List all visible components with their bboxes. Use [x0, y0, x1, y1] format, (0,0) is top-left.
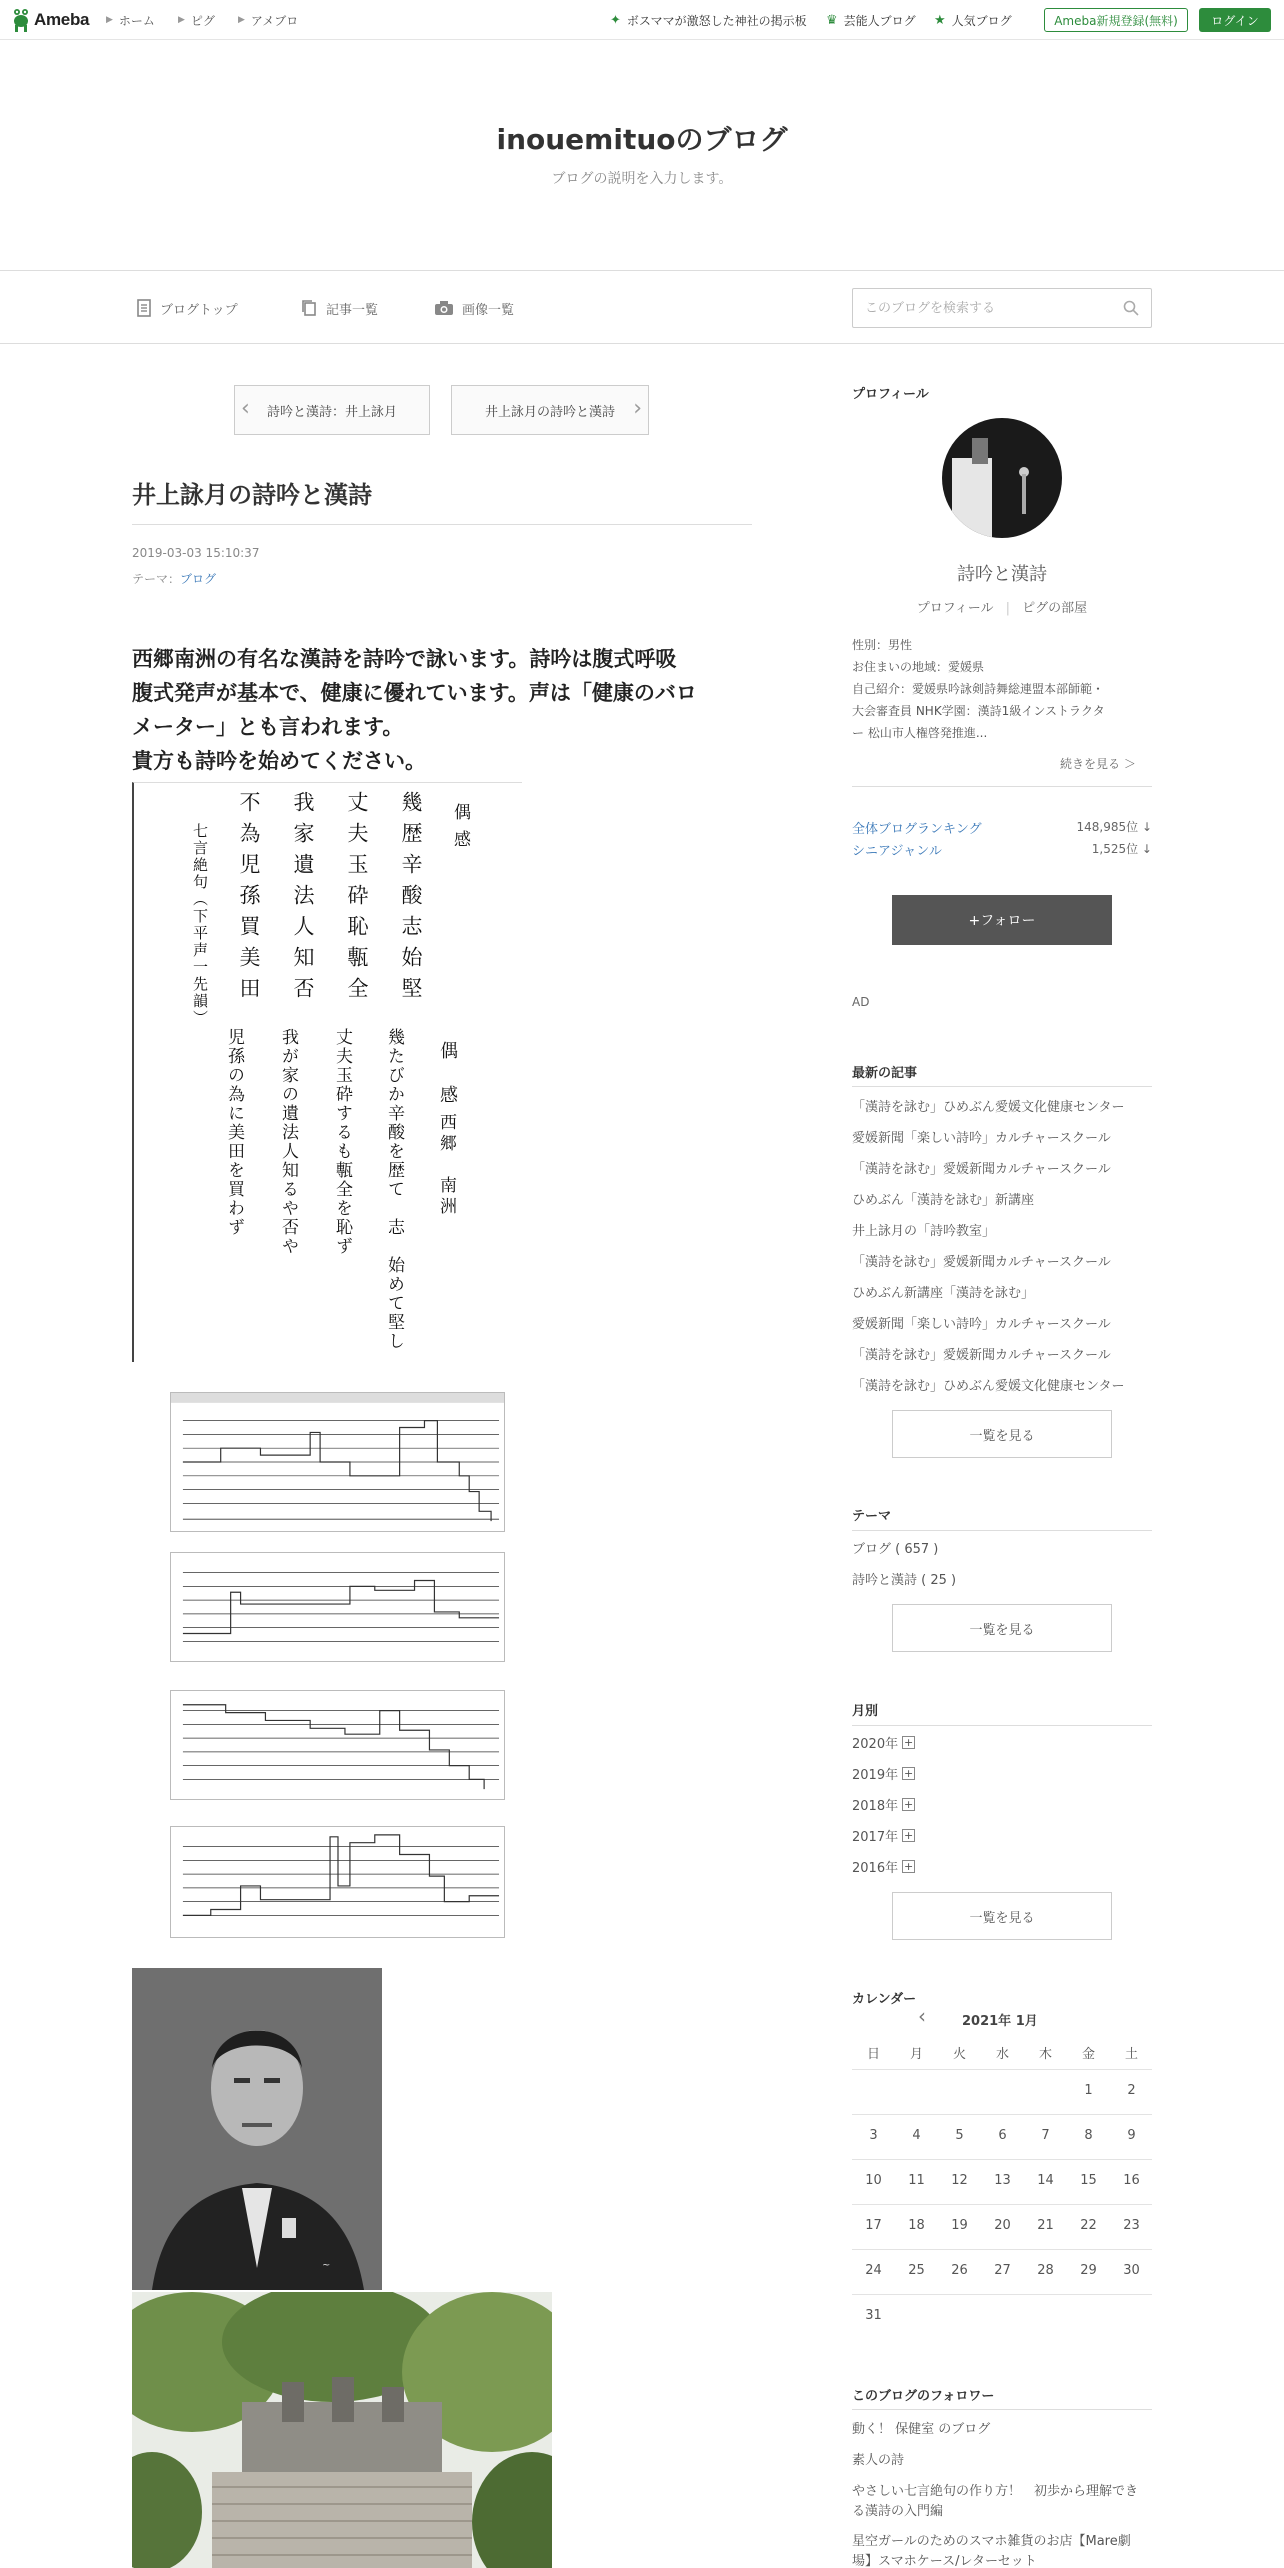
melody-chart-image-4[interactable] — [170, 1826, 505, 1938]
calendar-day[interactable]: 15 — [1080, 2173, 1097, 2188]
profile-name[interactable]: 詩吟と漢詩 — [957, 564, 1047, 585]
entry-date: 2019-03-03 15:10:37 — [132, 546, 260, 560]
calendar-day[interactable]: 29 — [1080, 2263, 1097, 2278]
calendar-day[interactable]: 13 — [994, 2173, 1011, 2188]
star-icon: ★ — [934, 12, 946, 28]
entry-body — [132, 642, 762, 778]
poem-line-3: 我家遺法人知否 — [291, 791, 315, 1008]
latest-entry-link[interactable]: 「漢詩を詠む」ひめぶん愛媛文化健康センター — [852, 1100, 1125, 1115]
calendar-weekday: 火 — [952, 2047, 966, 2062]
calendar-day[interactable]: 16 — [1123, 2173, 1140, 2188]
latest-heading: 最新の記事 — [852, 1066, 918, 1081]
calendar-day[interactable]: 5 — [955, 2128, 964, 2143]
latest-see-all-button[interactable]: 一覧を見る — [892, 1410, 1112, 1458]
month-item[interactable]: 2017年 + — [852, 1829, 914, 1845]
latest-entry-link[interactable]: ひめぶん「漢詩を詠む」新講座 — [852, 1193, 1035, 1208]
calendar-day[interactable]: 30 — [1123, 2263, 1140, 2278]
chevron-right-icon: › — [633, 396, 642, 421]
expand-icon[interactable]: + — [903, 1860, 914, 1873]
calendar-day[interactable]: 28 — [1037, 2263, 1054, 2278]
expand-icon[interactable]: + — [903, 1767, 914, 1780]
profile-links: プロフィール | ピグの部屋 — [916, 601, 1088, 616]
ranking-overall[interactable]: 全体ブログランキング 148,985位 ↓ — [852, 820, 1152, 837]
latest-entry-link[interactable]: ひめぶん新講座「漢詩を詠む」 — [852, 1286, 1035, 1301]
entry-theme: テーマ：ブログ — [132, 572, 217, 586]
blog-title[interactable]: inouemituoのブログ — [496, 123, 788, 156]
month-item[interactable]: 2018年 + — [852, 1798, 914, 1814]
theme-link[interactable]: ブログ ( 657 ) — [852, 1542, 939, 1557]
ad-label: AD — [852, 995, 870, 1009]
calendar-weekday: 月 — [909, 2047, 923, 2062]
profile-heading: プロフィール — [852, 387, 929, 402]
calendar-month: 2021年 1月 — [962, 2014, 1038, 2029]
calendar-day[interactable]: 23 — [1123, 2218, 1140, 2233]
poem-image[interactable] — [132, 782, 522, 1362]
monthly-heading: 月別 — [852, 1704, 879, 1719]
calendar-day[interactable]: 8 — [1084, 2128, 1093, 2143]
camera-icon — [434, 300, 454, 316]
sparkle-icon: ✦ — [610, 12, 621, 28]
entry-body-line: メーター」とも言われます。 — [132, 715, 404, 739]
calendar-prev-icon[interactable]: ‹ — [918, 2004, 926, 2028]
pigg-room-link[interactable]: ピグの部屋 — [1022, 601, 1088, 616]
poem-reading-4: 児孫の為に美田を買わず — [224, 1028, 244, 1237]
calendar-day[interactable]: 31 — [865, 2308, 882, 2323]
calendar-weekday: 日 — [866, 2047, 880, 2062]
latest-entry-link[interactable]: 「漢詩を詠む」愛媛新聞カルチャースクール — [852, 1162, 1111, 1177]
calendar-day[interactable]: 18 — [908, 2218, 925, 2233]
ameba-frog-icon — [12, 8, 30, 32]
ext-link-popular-blog[interactable]: ★ 人気ブログ — [934, 12, 1012, 28]
document-icon — [136, 299, 152, 317]
poem-form: 七言絶句（下平声一先韻） — [191, 823, 209, 1027]
title-divider — [132, 524, 752, 525]
calendar-weekday: 土 — [1124, 2047, 1138, 2062]
topnav-pigg[interactable]: ▶ ピグ — [178, 13, 215, 28]
month-item[interactable]: 2019年 + — [852, 1767, 914, 1783]
blog-search — [852, 288, 1152, 328]
latest-entry-link[interactable]: 井上詠月の「詩吟教室」 — [852, 1224, 996, 1239]
profile-details: 性別：男性 お住まいの地域：愛媛県 自己紹介：愛媛県吟詠剣詩舞総連盟本部師範・ 大会審査員 NHK学園：漢詩1級インストラクタ ー 松山市人権啓発推進... — [852, 638, 1105, 740]
follower-blog-link[interactable]: やさしい七言絶句の作り方！ 初歩から理解でき — [852, 2484, 1139, 2499]
calendar-heading: カレンダー — [852, 1992, 917, 2007]
theme-link[interactable]: 詩吟と漢詩 ( 25 ) — [852, 1573, 957, 1588]
profile-avatar[interactable] — [942, 418, 1062, 538]
svg-text:~: ~ — [322, 2260, 331, 2271]
latest-entry-link[interactable]: 「漢詩を詠む」愛媛新聞カルチャースクール — [852, 1255, 1111, 1270]
triangle-icon: ▶ — [178, 15, 185, 25]
copy-icon — [300, 299, 318, 317]
poem-reading-2: 丈夫玉砕するも甎全を恥ず — [332, 1028, 352, 1256]
blog-description: ブログの説明を入力します。 — [551, 171, 733, 187]
melody-chart-image-3[interactable] — [170, 1690, 505, 1800]
next-entry-button[interactable]: 井上詠月の詩吟と漢詩 › — [451, 385, 649, 435]
profile-link[interactable]: プロフィール — [916, 601, 994, 616]
calendar-day[interactable]: 12 — [951, 2173, 968, 2188]
topnav-ameblo[interactable]: ▶ アメブロ — [238, 13, 299, 28]
calendar-day[interactable]: 19 — [951, 2218, 968, 2233]
garden-tomb-image[interactable] — [132, 2292, 552, 2568]
calendar-day[interactable]: 24 — [865, 2263, 882, 2278]
blog-navbar — [0, 270, 1284, 344]
follower-blog-link[interactable]: る漢詩の入門編 — [852, 2504, 944, 2519]
calendar-day[interactable]: 27 — [994, 2263, 1011, 2278]
month-item[interactable]: 2016年 + — [852, 1860, 914, 1876]
topnav-home[interactable]: ▶ ホーム — [106, 13, 155, 28]
nav-image-list[interactable]: 画像一覧 — [434, 271, 514, 345]
expand-icon[interactable]: + — [903, 1798, 914, 1811]
calendar-weekday: 水 — [995, 2047, 1009, 2062]
saigo-portrait-image[interactable] — [132, 1968, 382, 2290]
calendar-day[interactable]: 9 — [1127, 2128, 1136, 2143]
poem-line-4: 不為児孫買美田 — [237, 791, 261, 1008]
calendar-day[interactable]: 3 — [869, 2128, 878, 2143]
triangle-icon: ▶ — [106, 15, 113, 25]
latest-entry-link[interactable]: 愛媛新聞「楽しい詩吟」カルチャースクール — [852, 1317, 1111, 1332]
ext-link-shrine[interactable]: ✦ ボスママが激怒した神社の掲示板 — [610, 12, 807, 28]
expand-icon[interactable]: + — [903, 1736, 914, 1749]
expand-icon[interactable]: + — [903, 1829, 914, 1842]
poem-reading-3: 我が家の遺法人知るや否や — [278, 1028, 298, 1256]
calendar-day[interactable]: 26 — [951, 2263, 968, 2278]
ext-link-celeb-blog[interactable]: ♛ 芸能人ブログ — [826, 12, 916, 28]
poem-line-1: 幾歴辛酸志始堅 — [399, 791, 423, 1008]
calendar-day[interactable]: 1 — [1084, 2083, 1093, 2098]
poem-line-2: 丈夫玉砕恥甎全 — [345, 791, 369, 1008]
latest-entry-link[interactable]: 愛媛新聞「楽しい詩吟」カルチャースクール — [852, 1131, 1111, 1146]
entry-body-line: 貴方も詩吟を始めてください。 — [132, 749, 426, 773]
follower-blog-link[interactable]: 星空ガールのためのスマホ雑貨のお店【Mare劇 — [852, 2534, 1131, 2549]
month-item[interactable]: 2020年 + — [852, 1736, 914, 1752]
poem-title: 偶感 — [450, 803, 470, 857]
theme-see-all-button[interactable]: 一覧を見る — [892, 1604, 1112, 1652]
poem-title-2: 偶 感 — [437, 1041, 458, 1107]
chevron-left-icon: ‹ — [241, 396, 250, 421]
calendar-day[interactable]: 7 — [1041, 2128, 1050, 2143]
latest-entry-link[interactable]: 「漢詩を詠む」ひめぶん愛媛文化健康センター — [852, 1379, 1125, 1394]
calendar-day[interactable]: 25 — [908, 2263, 925, 2278]
melody-chart-image-1[interactable] — [170, 1392, 505, 1532]
calendar-day[interactable]: 20 — [994, 2218, 1011, 2233]
followers-heading: このブログのフォロワー — [852, 2389, 995, 2404]
theme-heading: テーマ — [852, 1509, 892, 1524]
search-input[interactable] — [853, 289, 1093, 327]
entry-theme-link[interactable]: ブログ — [180, 572, 217, 586]
triangle-icon: ▶ — [238, 15, 245, 25]
calendar-day[interactable]: 14 — [1037, 2173, 1054, 2188]
nav-blog-top[interactable]: ブログトップ — [136, 271, 238, 345]
ranking-senior[interactable]: シニアジャンル 1,525位 ↓ — [852, 842, 1152, 859]
calendar-weekday: 金 — [1081, 2047, 1095, 2062]
logo-text: Ameba — [34, 10, 90, 29]
calendar-day[interactable]: 6 — [998, 2128, 1007, 2143]
search-icon[interactable] — [1123, 300, 1139, 316]
follower-blog-link[interactable]: 素人の詩 — [852, 2453, 905, 2468]
entry-body-line: 腹式発声が基本で、健康に優れています。声は「健康のバロ — [132, 681, 697, 705]
calendar-day[interactable]: 22 — [1080, 2218, 1097, 2233]
signup-button[interactable]: Ameba新規登録(無料) — [1044, 8, 1188, 32]
entry-title[interactable]: 井上詠月の詩吟と漢詩 — [132, 481, 372, 509]
calendar-day[interactable]: 11 — [908, 2173, 925, 2188]
latest-entry-link[interactable]: 「漢詩を詠む」愛媛新聞カルチャースクール — [852, 1348, 1111, 1363]
calendar-day[interactable]: 10 — [865, 2173, 882, 2188]
calendar-day[interactable]: 21 — [1037, 2218, 1054, 2233]
global-header — [0, 0, 1284, 40]
nav-entry-list[interactable]: 記事一覧 — [300, 271, 378, 345]
calendar-day[interactable]: 17 — [865, 2218, 882, 2233]
ameba-logo[interactable] — [12, 6, 89, 34]
monthly-see-all-button[interactable]: 一覧を見る — [892, 1892, 1112, 1940]
poem-reading-1: 幾たびか辛酸を歴て 志 始めて堅し — [384, 1028, 404, 1351]
profile-more-link[interactable]: 続きを見る ＞ — [1060, 757, 1136, 771]
follower-blog-link[interactable]: 動く！ 保健室 のブログ — [852, 2422, 991, 2437]
crown-icon: ♛ — [826, 12, 838, 28]
login-button[interactable]: ログイン — [1199, 8, 1271, 32]
poem-author: 西郷 南洲 — [436, 1113, 456, 1218]
follower-blog-link[interactable]: 場】スマホケース/レターセット — [852, 2554, 1037, 2568]
calendar-day[interactable]: 2 — [1127, 2083, 1136, 2098]
calendar-day[interactable]: 4 — [912, 2128, 921, 2143]
follow-button[interactable]: +フォロー — [892, 895, 1112, 945]
calendar-weekday: 木 — [1038, 2047, 1052, 2062]
melody-chart-image-2[interactable] — [170, 1552, 505, 1662]
prev-entry-button[interactable]: ‹ 詩吟と漢詩：井上詠月 — [234, 385, 430, 435]
entry-body-line: 西郷南洲の有名な漢詩を詩吟で詠います。詩吟は腹式呼吸 — [132, 647, 677, 671]
